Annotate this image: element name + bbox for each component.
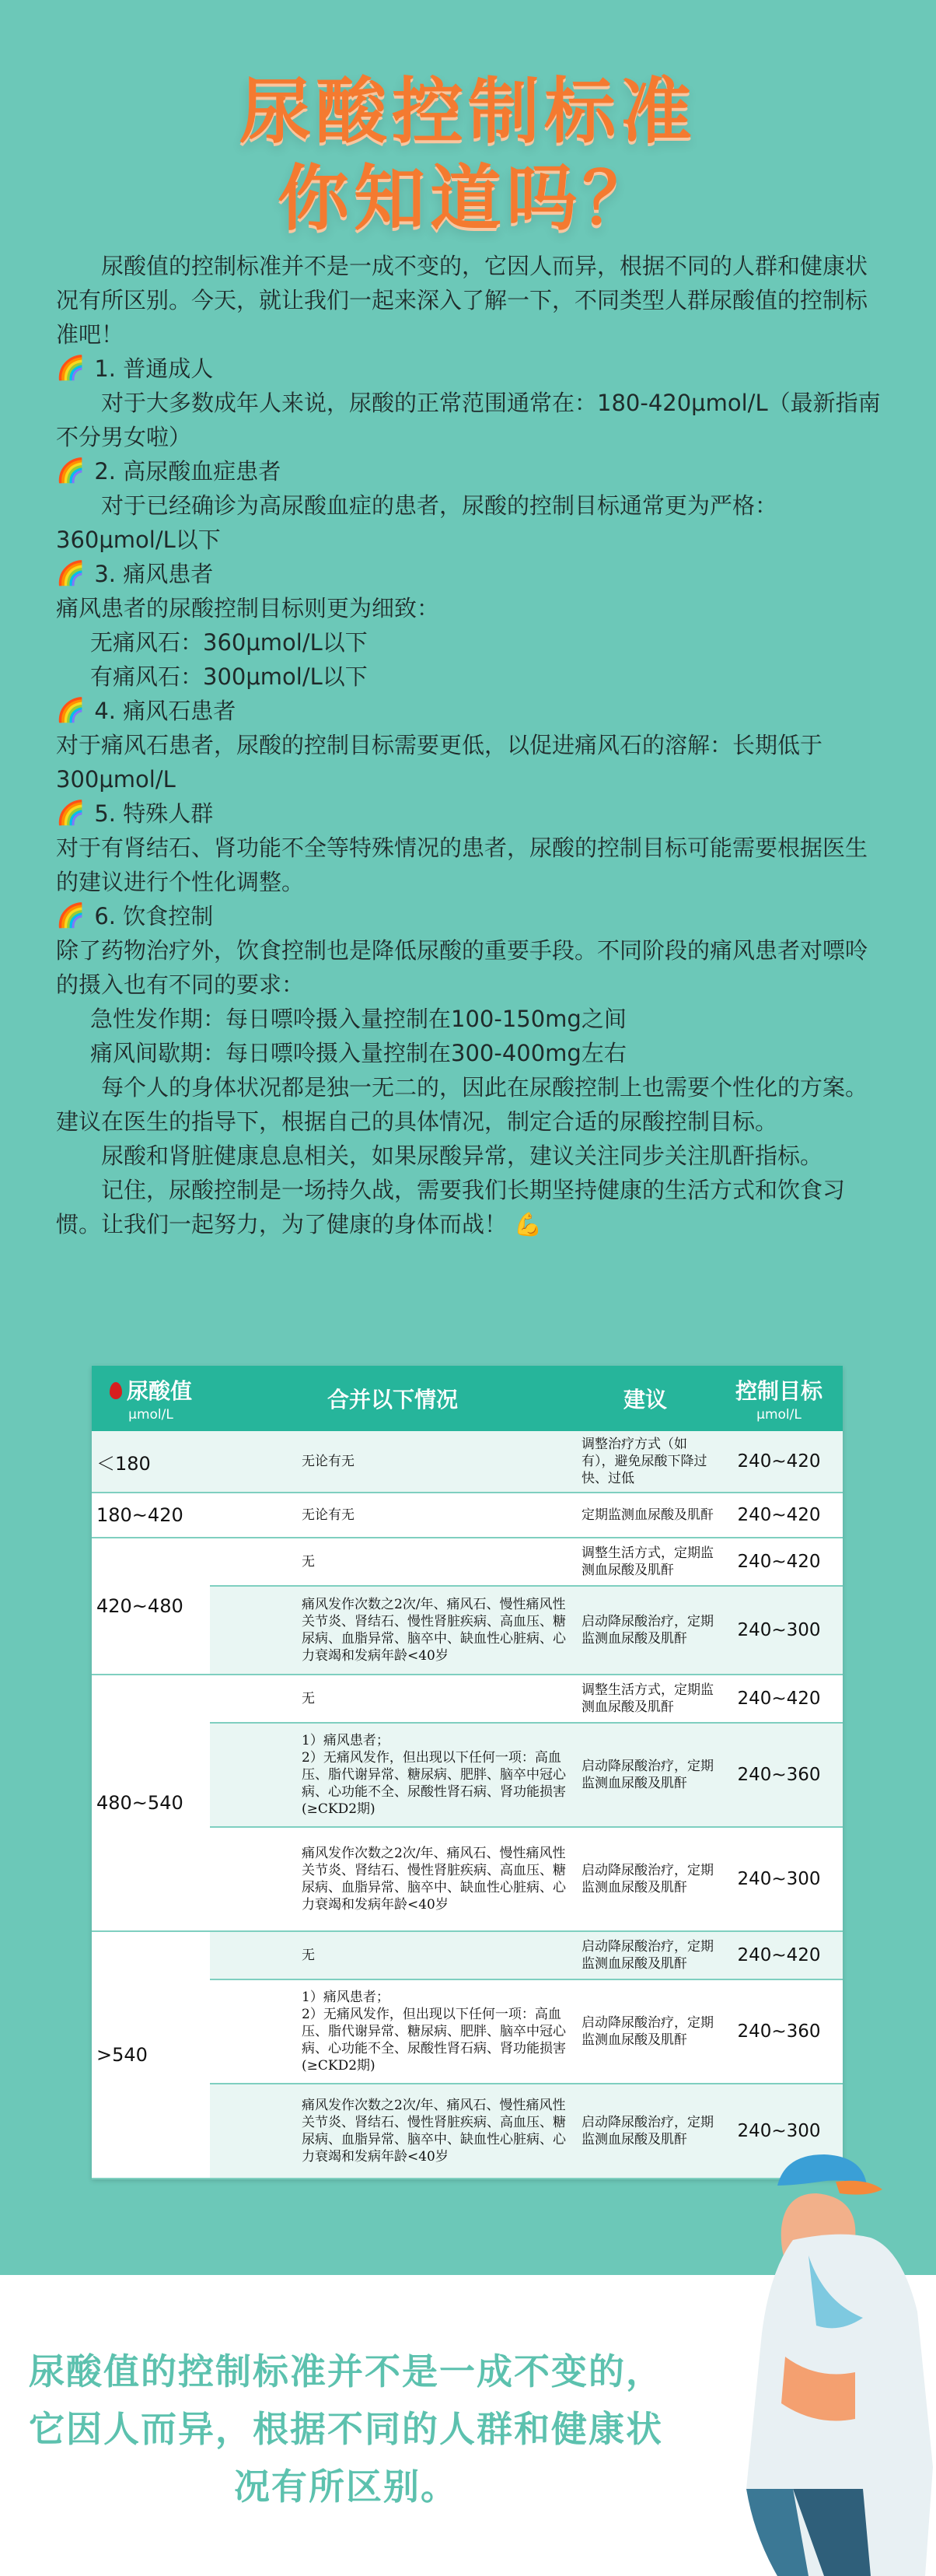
condition-spacer — [210, 1675, 295, 1724]
section-body-6: 除了药物治疗外，饮食控制也是降低尿酸的重要手段。不同阶段的痛风患者对嘌呤的摄入也有不同的要求： — [56, 937, 868, 998]
section-body-1: 对于大多数成年人来说，尿酸的正常范围通常在：180-420μmol/L（最新指南不分男女啦） — [56, 390, 881, 450]
target-cell: 240~360 — [715, 1980, 843, 2084]
target-cell: 240~420 — [715, 1932, 843, 1980]
condition-spacer — [210, 1980, 295, 2084]
page-title-line2: 你知道吗？ — [277, 157, 658, 240]
section-body-5: 对于有肾结石、肾功能不全等特殊情况的患者，尿酸的控制目标可能需要根据医生的建议进行个性化调整。 — [56, 835, 868, 895]
header-uric: 尿酸值 μmol/L — [92, 1366, 210, 1431]
blood-drop-icon — [110, 1382, 122, 1399]
section-heading-5: 🌈 5. 特殊人群 — [56, 796, 888, 831]
section-heading-6: 🌈 6. 饮食控制 — [56, 899, 888, 933]
header-target: 控制目标 μmol/L — [735, 1378, 822, 1423]
table-header — [92, 1366, 843, 1431]
target-cell: 240~300 — [715, 1828, 843, 1932]
condition-spacer — [210, 1828, 295, 1932]
condition-spacer — [210, 1724, 295, 1828]
section-item: 有痛风石：300μmol/L以下 — [90, 663, 368, 690]
range-cell: 420~480 — [92, 1538, 210, 1675]
paragraph-conclusion: 记住，尿酸控制是一场持久战，需要我们长期坚持健康的生活方式和饮食习惯。让我们一起努力，为了健康的身体而战！ 💪 — [56, 1177, 846, 1237]
advice-cell: 启动降尿酸治疗，定期监测血尿酸及肌酐 — [575, 1828, 715, 1932]
section-heading-4: 🌈 4. 痛风石患者 — [56, 694, 888, 728]
section-item: 痛风间歇期：每日嘌呤摄入量控制在300-400mg左右 — [90, 1040, 627, 1066]
advice-cell: 启动降尿酸治疗，定期监测血尿酸及肌酐 — [575, 1932, 715, 1980]
advice-cell: 定期监测血尿酸及肌酐 — [575, 1493, 715, 1538]
condition-cell: 无 — [295, 1932, 575, 1980]
section-body-4: 对于痛风石患者，尿酸的控制目标需要更低，以促进痛风石的溶解：长期低于300μmol/L — [56, 732, 823, 793]
rainbow-icon: 🌈 — [56, 697, 86, 724]
rainbow-icon: 🌈 — [56, 457, 86, 485]
condition-spacer — [210, 2084, 295, 2179]
advice-cell: 启动降尿酸治疗，定期监测血尿酸及肌酐 — [575, 1587, 715, 1675]
target-cell: 240~420 — [715, 1431, 843, 1493]
section-heading-3: 🌈 3. 痛风患者 — [56, 557, 888, 591]
rainbow-icon: 🌈 — [56, 902, 86, 929]
range-cell: >540 — [92, 1932, 210, 2179]
target-cell: 240~420 — [715, 1538, 843, 1587]
condition-cell: 无论有无 — [295, 1493, 575, 1538]
advice-cell: 调整治疗方式（如有），避免尿酸下降过快、过低 — [575, 1431, 715, 1493]
advice-cell: 启动降尿酸治疗，定期监测血尿酸及肌酐 — [575, 2084, 715, 2179]
target-cell: 240~360 — [715, 1724, 843, 1828]
person-figure — [746, 2154, 933, 2576]
target-cell: 240~300 — [715, 2084, 843, 2179]
advice-cell: 调整生活方式，定期监测血尿酸及肌酐 — [575, 1538, 715, 1587]
advice-cell: 调整生活方式，定期监测血尿酸及肌酐 — [575, 1675, 715, 1724]
muscle-icon: 💪 — [514, 1211, 543, 1237]
condition-cell: 无论有无 — [295, 1431, 575, 1493]
condition-cell: 痛风发作次数之2次/年、痛风石、慢性痛风性关节炎、肾结石、慢性肾脏疾病、高血压、糖尿病、血脂异常、脑卒中、缺血性心脏病、心力衰竭和发病年龄<40岁 — [295, 1587, 575, 1675]
rainbow-icon: 🌈 — [56, 800, 86, 827]
range-cell: ＜180 — [92, 1431, 210, 1493]
paragraph-kidney: 尿酸和肾脏健康息息相关，如果尿酸异常，建议关注同步关注肌酐指标。 — [101, 1143, 823, 1169]
advice-cell: 启动降尿酸治疗，定期监测血尿酸及肌酐 — [575, 1980, 715, 2084]
section-heading-2: 🌈 2. 高尿酸血症患者 — [56, 454, 888, 488]
paragraph-personalized: 每个人的身体状况都是独一无二的，因此在尿酸控制上也需要个性化的方案。建议在医生的指导下，根据自己的具体情况，制定合适的尿酸控制目标。 — [56, 1074, 868, 1135]
uric-acid-table — [92, 1366, 843, 2179]
condition-cell: 无 — [295, 1538, 575, 1587]
intro-paragraph: 尿酸值的控制标准并不是一成不变的，它因人而异，根据不同的人群和健康状况有所区别。今天，就让我们一起来深入了解一下，不同类型人群尿酸值的控制标准吧！ — [56, 253, 868, 348]
condition-spacer — [210, 1932, 295, 1980]
target-cell: 240~300 — [715, 1587, 843, 1675]
article-body — [56, 249, 888, 1241]
range-cell: 480~540 — [92, 1675, 210, 1932]
condition-spacer — [210, 1587, 295, 1675]
condition-spacer — [210, 1431, 295, 1493]
section-item: 无痛风石：360μmol/L以下 — [90, 629, 368, 656]
page-title-line1: 尿酸控制标准 — [239, 70, 697, 153]
condition-cell: 痛风发作次数之2次/年、痛风石、慢性痛风性关节炎、肾结石、慢性肾脏疾病、高血压、糖尿病、血脂异常、脑卒中、缺血性心脏病、心力衰竭和发病年龄<40岁 — [295, 1828, 575, 1932]
bottom-slogan: 尿酸值的控制标准并不是一成不变的，它因人而异，根据不同的人群和健康状况有所区别。 — [29, 2350, 663, 2508]
range-cell: 180~420 — [92, 1493, 210, 1538]
condition-cell: 1）痛风患者； 2）无痛风发作，但出现以下任何一项：高血压、脂代谢异常、糖尿病、肥胖、脑卒中冠心病、心功能不全、尿酸性肾石病、肾功能损害(≥CKD2期) — [295, 1980, 575, 2084]
advice-cell: 启动降尿酸治疗，定期监测血尿酸及肌酐 — [575, 1724, 715, 1828]
section-body-2: 对于已经确诊为高尿酸血症的患者，尿酸的控制目标通常更为严格：360μmol/L以下 — [56, 492, 778, 553]
header-condition: 合并以下情况 — [327, 1387, 458, 1412]
rainbow-icon: 🌈 — [56, 355, 86, 382]
condition-cell: 1）痛风患者； 2）无痛风发作，但出现以下任何一项：高血压、脂代谢异常、糖尿病、肥胖、脑卒中冠心病、心功能不全、尿酸性肾石病、肾功能损害(≥CKD2期) — [295, 1724, 575, 1828]
condition-cell: 痛风发作次数之2次/年、痛风石、慢性痛风性关节炎、肾结石、慢性肾脏疾病、高血压、糖尿病、血脂异常、脑卒中、缺血性心脏病、心力衰竭和发病年龄<40岁 — [295, 2084, 575, 2179]
rainbow-icon: 🌈 — [56, 560, 86, 587]
section-item: 急性发作期：每日嘌呤摄入量控制在100-150mg之间 — [90, 1006, 627, 1032]
person-illustration — [700, 2123, 933, 2576]
section-heading-1: 🌈 1. 普通成人 — [56, 352, 888, 386]
section-body-3: 痛风患者的尿酸控制目标则更为细致： — [56, 595, 440, 621]
condition-spacer — [210, 1538, 295, 1587]
condition-cell: 无 — [295, 1675, 575, 1724]
target-cell: 240~420 — [715, 1675, 843, 1724]
condition-spacer — [210, 1493, 295, 1538]
header-advice: 建议 — [623, 1387, 667, 1412]
target-cell: 240~420 — [715, 1493, 843, 1538]
